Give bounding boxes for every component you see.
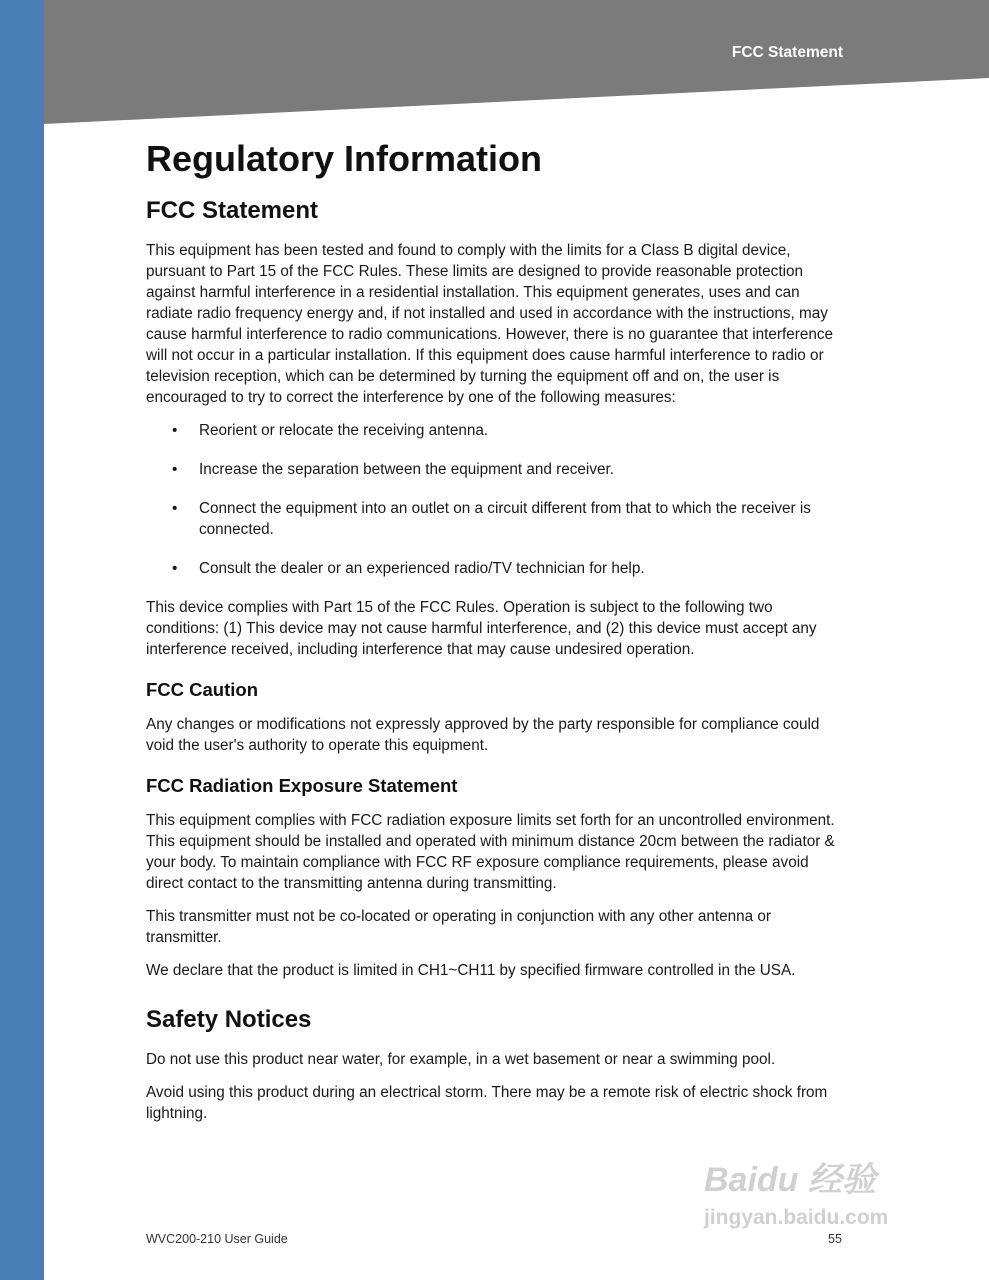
- bullet-marker: •: [172, 422, 178, 439]
- list-item: [146, 558, 846, 579]
- list-item: [146, 459, 846, 480]
- list-item: [146, 420, 846, 441]
- radiation-paragraph-2: This transmitter must not be co-located or operating in conjunction with any other antenna or transmitter.: [146, 908, 771, 946]
- measure-text: Consult the dealer or an experienced radio/TV technician for help.: [199, 560, 645, 577]
- side-accent-bar: [0, 0, 44, 1280]
- watermark-logo-text: Baidu 经验: [704, 1161, 876, 1199]
- document-body: [146, 136, 846, 1136]
- safety-heading: Safety Notices: [146, 1006, 312, 1033]
- measure-text: Reorient or relocate the receiving antenna.: [199, 422, 489, 439]
- fcc-caution-heading: FCC Caution: [146, 679, 259, 700]
- fcc-statement-intro: This equipment has been tested and found to comply with the limits for a Class B digital device, pursuant to Part 15 of the FCC Rules. These limits are designed to provide reasonable protection against harmful interference in a residential installation. This equipment generates, uses and can radiate radio frequency energy and, if not installed and used in accordance with the instructions, may cause harmful interference to radio communications. However, there is no guarantee that interference will not occur in a particular installation. If this equipment does cause harmful interference to radio or television reception, which can be determined by turning the equipment off and on, the user is encouraged to try to correct the interference by one of the following measures:: [146, 242, 834, 406]
- header-band-shape: [44, 0, 989, 130]
- safety-paragraph-2: Avoid using this product during an electrical storm. There may be a remote risk of electric shock from lightning.: [146, 1084, 828, 1122]
- radiation-paragraph-3: We declare that the product is limited in CH1~CH11 by specified firmware controlled in the USA.: [146, 962, 796, 979]
- footer-guide-name: WVC200-210 User Guide: [146, 1232, 288, 1246]
- footer-page-number: 55: [828, 1232, 842, 1246]
- baidu-watermark: [700, 1130, 940, 1240]
- bullet-marker: •: [172, 560, 178, 577]
- radiation-paragraph-1: This equipment complies with FCC radiation exposure limits set forth for an uncontrolled environment. This equipment should be installed and operated with minimum distance 20cm between the radiator & your body. To maintain compliance with FCC RF exposure compliance requirements, please avoid direct contact to the transmitting antenna during transmitting.: [146, 812, 835, 892]
- header-band: [44, 0, 989, 130]
- measures-list: [146, 420, 846, 579]
- header-section-label: FCC Statement: [731, 44, 843, 61]
- watermark-url: jingyan.baidu.com: [704, 1206, 889, 1229]
- safety-paragraph-1: Do not use this product near water, for example, in a wet basement or near a swimming pool.: [146, 1051, 776, 1068]
- measure-text: Connect the equipment into an outlet on a circuit different from that to which the receiver is connected.: [199, 500, 811, 538]
- fcc-statement-heading: FCC Statement: [146, 197, 319, 224]
- measure-text: Increase the separation between the equipment and receiver.: [199, 461, 614, 478]
- bullet-marker: •: [172, 500, 178, 517]
- page-title: Regulatory Information: [146, 138, 543, 179]
- bullet-marker: •: [172, 461, 178, 478]
- fcc-caution-text: Any changes or modifications not expressly approved by the party responsible for compliance could void the user's authority to operate this equipment.: [146, 716, 820, 754]
- list-item: [146, 498, 846, 540]
- radiation-heading: FCC Radiation Exposure Statement: [146, 775, 458, 796]
- fcc-compliance-paragraph: This device complies with Part 15 of the FCC Rules. Operation is subject to the following two conditions: (1) This device may not cause harmful interference, and (2) this device must accept any interference received, including interference that may cause undesired operation.: [146, 599, 817, 658]
